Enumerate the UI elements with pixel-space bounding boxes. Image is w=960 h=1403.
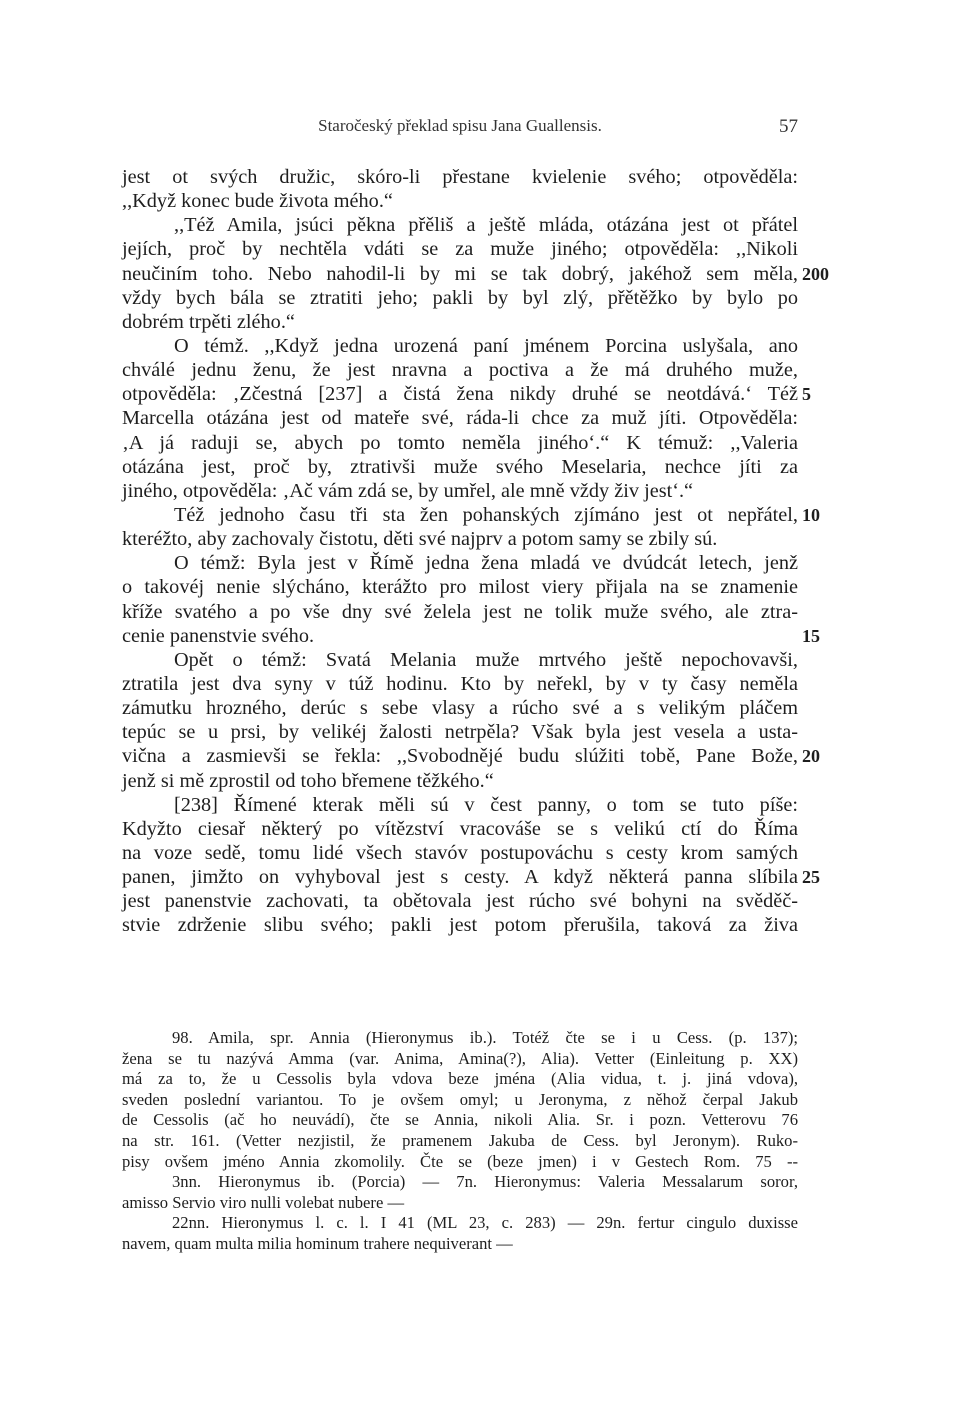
line-number: 10 [802, 504, 820, 525]
text-line-content: jiného, otpověděla: ‚Ač vám zdá se, by umřel, ale mně vždy živ jest‘.“ [122, 479, 694, 502]
footnote-line-content: pisy ovšem jméno Annia zkomolily. Čte se (beze jmen) i v Gestech Rom. 75 -- [122, 1151, 798, 1171]
text-line-content: zámutku hrozného, derúc s sebe vlasy a rúcho své a s velikým pláčem [122, 697, 798, 720]
text-line [122, 431, 798, 455]
text-line-content: ,,Též Amila, jsúci pěkna přěliš a ještě mláda, otázána jest ot přátel [174, 214, 798, 237]
footnote-line-content: amisso Servio viro nulli volebat nubere — [122, 1192, 405, 1212]
footnote-line [122, 1234, 798, 1255]
footnote-line [122, 1193, 798, 1214]
footnote-line [122, 1090, 798, 1111]
footnote-line [122, 1110, 798, 1131]
main-text [122, 165, 829, 938]
line-number: 20 [802, 746, 820, 767]
line-number: 15 [802, 625, 820, 646]
text-line-content: dobrém trpěti zlého.“ [122, 310, 295, 333]
text-line-content: otázána jest, proč by, ztrativši muže svého Meselaria, nechce jíti za [122, 455, 798, 478]
text-line [122, 310, 798, 334]
text-line-content: vždy bych bála se ztratiti jeho; pakli by byl zlý, přětěžko by bylo po [122, 286, 798, 309]
text-line-content: Též jednoho času tři sta žen pohanských zjímáno jest ot nepřátel, [174, 503, 798, 526]
text-line [122, 551, 798, 575]
text-line [122, 406, 798, 430]
text-line-content: otpověděla: ‚Zčestná [237] a čistá žena nikdy druhé se neotdává.‘ Též [122, 383, 798, 406]
text-line-content: Kdyžto ciesař některý po vítězství vracováše se s velikú ctí do Říma [122, 817, 798, 840]
text-line-content: jest panenstvie zachovati, ta obětovala jest rúcho své bohyni na svěděč- [122, 890, 798, 913]
text-line [122, 648, 798, 672]
text-line-content: O témž: Byla jest v Římě jedna žena mladá ve dvúdcát letech, jenž [174, 552, 798, 575]
text-line-content: jenž si mě zprostil od toho břemene těžkého.“ [122, 769, 494, 792]
running-title: Staročeský překlad spisu Jana Guallensis. [318, 116, 602, 135]
text-line [122, 334, 798, 358]
footnote-line [122, 1049, 798, 1070]
footnote-line [122, 1172, 798, 1193]
text-line [122, 793, 798, 817]
footnote-line [122, 1152, 798, 1173]
text-line-content: ztratila jest dva syny v túž hodinu. Kto by neřekl, by v ty časy neměla [122, 672, 798, 695]
text-line-content: O témž. ,,Když jedna urozená paní jménem Porcina uslyšala, ano [174, 334, 798, 357]
text-line-content: ,,Když konec bude života mého.“ [122, 190, 393, 213]
text-line [122, 841, 798, 865]
text-line [122, 865, 820, 889]
text-line [122, 358, 798, 382]
footnote-line [122, 1028, 798, 1049]
text-line [122, 575, 798, 599]
text-line [122, 237, 798, 261]
text-line [122, 165, 798, 189]
text-line [122, 817, 798, 841]
footnote-line [122, 1131, 798, 1152]
text-line-content: [238] Římené kterak měli sú v čest panny, o tom se tuto píše: [174, 793, 798, 816]
footnotes [122, 1028, 798, 1255]
text-line [122, 744, 820, 768]
line-number: 200 [802, 263, 829, 284]
footnote-line-content: žena se tu nazývá Amma (var. Anima, Amina(?), Alia). Vetter (Einleitung p. XX) [122, 1048, 798, 1068]
text-line [122, 913, 798, 937]
page-number: 57 [779, 116, 798, 137]
text-line-content: chválé jednu ženu, že jest nravna a poctiva a že má druhého muže, [122, 359, 798, 382]
text-line-content: Opět o témž: Svatá Melania muže mrtvého ještě nepochovavši, [174, 648, 798, 671]
text-line [122, 889, 798, 913]
text-line-content: kříže svatého a po vše dny své želela jest ne tolik muže svého, ale ztra- [122, 600, 798, 623]
text-line [122, 503, 820, 527]
footnote-line-content: 3nn. Hieronymus ib. (Porcia) — 7n. Hieronymus: Valeria Messalarum soror, [172, 1172, 798, 1192]
line-number: 5 [802, 384, 811, 405]
footnote-line-content: sveden poslední variantou. To je ovšem omyl; u Jeronyma, z něhož čerpal Jakub [122, 1089, 798, 1109]
footnote-line-content: 22nn. Hieronymus l. c. l. I 41 (ML 23, c. 283) — 29n. fertur cingulo duxisse [172, 1213, 798, 1233]
text-line [122, 696, 798, 720]
text-line-content: jest ot svých družic, skóro-li přestane kvielenie svého; otpověděla: [122, 166, 798, 188]
text-line [122, 455, 798, 479]
text-line-content: kteréžto, aby zachovaly čistotu, děti své najprv a potom samy se zbily sú. [122, 528, 718, 551]
text-line-content: vična a zasmievši se řekla: ,,Svobodnějé budu slúžiti tobě, Pane Bože, [122, 745, 798, 768]
footnote-line-content: navem, quam multa milia hominum trahere nequiverant — [122, 1233, 513, 1253]
text-line [122, 720, 798, 744]
text-line-content: cenie panenstvie svého. [122, 624, 315, 647]
text-line [122, 672, 798, 696]
text-line [122, 189, 798, 213]
footnote-line-content: 98. Amila, spr. Annia (Hieronymus ib.). Totéž čte se i u Cess. (p. 137); [172, 1028, 798, 1047]
footnote-line-content: na str. 161. (Vetter nezjistil, že pramenem Jakuba de Cess. byl Jeronym). Ruko- [122, 1130, 798, 1150]
line-number: 25 [802, 867, 820, 888]
footnote-line-content: má za to, že u Cessolis byla vdova beze jména (Alia vidua, t. j. jiná vdova), [122, 1069, 798, 1089]
text-line-content: neučiním toho. Nebo nahodil-li by mi se tak dobrý, jakéhož sem měla, [122, 262, 798, 285]
text-line-content: ‚A já raduji se, abych po tomto neměla jiného‘.“ K témuž: ,,Valeria [122, 431, 798, 454]
text-line [122, 262, 829, 286]
text-line [122, 527, 798, 551]
text-line-content: na voze sedě, tomu lidé všech stavóv postupováchu s cesty krom samých [122, 841, 798, 864]
text-line-content: o takovéj nenie slýcháno, kterážto pro milost viery přijala na se znamenie [122, 576, 798, 599]
text-line [122, 624, 820, 648]
footnote-line-content: de Cessolis (ač ho neuvádí), čte se Annia, nikoli Alia. Sr. i pozn. Vetterovu 76 [122, 1110, 798, 1130]
text-line-content: tepúc se u prsi, by velikéj žalosti netrpěla? Však byla jest vesela a usta- [122, 721, 798, 744]
footnote-line [122, 1069, 798, 1090]
text-line [122, 213, 798, 237]
text-line-content: Marcella otázána jest od mateře své, ráda-li chce za muž jíti. Otpověděla: [122, 407, 798, 430]
text-line-content: panen, jimžto on vyhyboval jest s cesty. A když některá panna slíbila [122, 866, 798, 889]
text-line [122, 769, 798, 793]
text-line [122, 479, 798, 503]
text-line-content: stvie zdrženie slibu svého; pakli jest potom přerušila, taková za živa [122, 914, 798, 937]
text-line [122, 382, 811, 406]
text-line-content: jejích, proč by nechtěla vdáti se za muže jiného; otpověděla: ,,Nikoli [122, 238, 798, 261]
text-line [122, 600, 798, 624]
text-line [122, 286, 798, 310]
footnote-line [122, 1213, 798, 1234]
